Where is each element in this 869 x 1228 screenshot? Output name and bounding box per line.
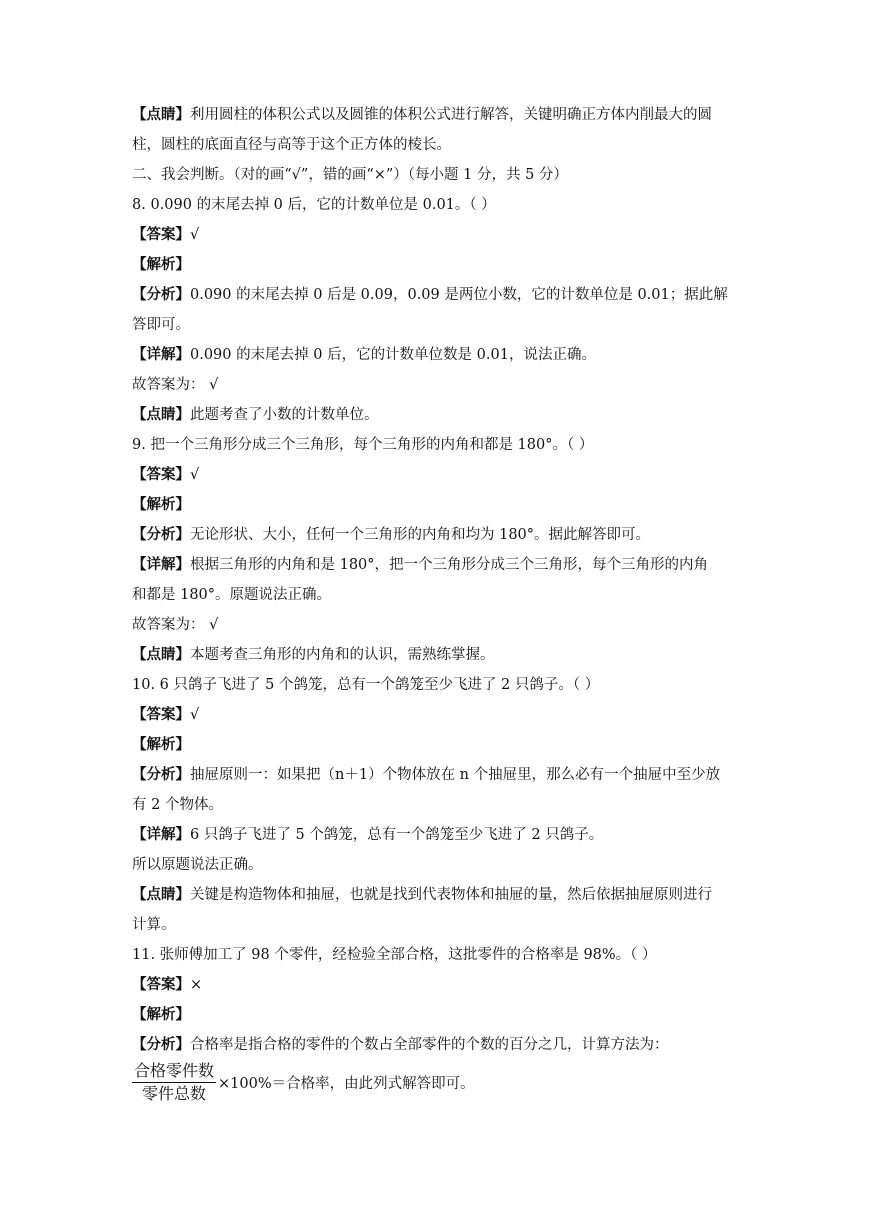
- line-q10f: [132, 760, 742, 790]
- line-q11j: [132, 1000, 742, 1030]
- line-text: 二、我会判断。（对的画“√”，错的画“×”）（每小题 1 分，共 5 分）: [132, 167, 568, 183]
- section-tag: 【分析】: [132, 286, 190, 303]
- line-text: 0.090 的末尾去掉 0 后是 0.09，0.09 是两位小数，它的计数单位是 0.01；据此解: [190, 287, 728, 303]
- line-q8g: [132, 370, 742, 400]
- line-continuation: 有 2 个物体。: [132, 797, 223, 813]
- section-tag: 【解析】: [132, 1006, 190, 1023]
- line-text: 利用圆柱的体积公式以及圆锥的体积公式进行解答，关键明确正方体内削最大的圆: [190, 107, 712, 123]
- line-text: 抽屉原则一：如果把（n＋1）个物体放在 n 个抽屉里，那么必有一个抽屉中至少放: [190, 767, 721, 783]
- line-text: 关键是构造物体和抽屉，也就是找到代表物体和抽屉的量，然后依据抽屉原则进行: [190, 887, 712, 903]
- line-q9: [132, 430, 742, 460]
- line-q10: [132, 670, 742, 700]
- line-p0: [132, 100, 742, 130]
- section-tag: 【分析】: [132, 1036, 190, 1053]
- line-q8j: [132, 250, 742, 280]
- line-q10j: [132, 730, 742, 760]
- fraction: [132, 1060, 216, 1105]
- section-tag: 【答案】: [132, 706, 190, 723]
- section-tag: 【分析】: [132, 766, 190, 783]
- line-continuation: 答即可。: [132, 317, 190, 333]
- line-continuation: 柱，圆柱的底面直径与高等于这个正方体的棱长。: [132, 137, 451, 153]
- section-tag: 【解析】: [132, 496, 190, 513]
- line-q8: [132, 190, 742, 220]
- formula: [132, 1054, 742, 1110]
- line-q8d: [132, 400, 742, 430]
- section-tag: 【答案】: [132, 976, 190, 993]
- line-text: ×: [190, 977, 203, 993]
- formula-rest: ×100%＝合格率，由此列式解答即可。: [218, 1075, 475, 1092]
- line-q8x: [132, 340, 742, 370]
- line-text: 本题考查三角形的内角和的认识，需熟练掌握。: [190, 647, 495, 663]
- line-continuation: 计算。: [132, 917, 176, 933]
- line-h2: [132, 160, 742, 190]
- line-q11: [132, 940, 742, 970]
- line-text: 故答案为： √: [132, 617, 219, 633]
- section-tag: 【点睛】: [132, 406, 190, 423]
- formula-line: [132, 1054, 742, 1110]
- document-page: [132, 100, 742, 1060]
- section-tag: 【点睛】: [132, 646, 190, 663]
- line-q10g: [132, 850, 742, 880]
- line-q8a: [132, 220, 742, 250]
- line-q9x: [132, 550, 742, 580]
- section-tag: 【点睛】: [132, 886, 190, 903]
- line-text: 所以原题说法正确。: [132, 857, 263, 873]
- line-q9f: [132, 520, 742, 550]
- section-tag: 【详解】: [132, 346, 190, 363]
- line-text: √: [190, 227, 200, 243]
- line-text: 无论形状、大小，任何一个三角形的内角和均为 180°。据此解答即可。: [190, 527, 651, 543]
- line-q10d: [132, 880, 742, 910]
- line-text: 故答案为： √: [132, 377, 219, 393]
- section-tag: 【详解】: [132, 556, 190, 573]
- line-text: 9. 把一个三角形分成三个三角形，每个三角形的内角和都是 180°。（ ）: [132, 437, 594, 453]
- section-tag: 【答案】: [132, 466, 190, 483]
- line-q8f: [132, 280, 742, 310]
- line-text: 根据三角形的内角和是 180°，把一个三角形分成三个三角形，每个三角形的内角: [190, 557, 709, 573]
- section-tag: 【详解】: [132, 826, 190, 843]
- line-q9d: [132, 640, 742, 670]
- line-text: 11. 张师傅加工了 98 个零件，经检验全部合格，这批零件的合格率是 98%。（ ）: [132, 947, 657, 963]
- line-q9a: [132, 460, 742, 490]
- line-q11a: [132, 970, 742, 1000]
- section-tag: 【解析】: [132, 736, 190, 753]
- section-tag: 【解析】: [132, 256, 190, 273]
- section-tag: 【点睛】: [132, 106, 190, 123]
- line-text: √: [190, 467, 200, 483]
- line-text: 0.090 的末尾去掉 0 后，它的计数单位数是 0.01，说法正确。: [190, 347, 596, 363]
- line-text: 此题考查了小数的计数单位。: [190, 407, 379, 423]
- line-q9g: [132, 610, 742, 640]
- line-text: 合格率是指合格的零件的个数占全部零件的个数的百分之几，计算方法为：: [190, 1037, 669, 1053]
- line-text: 10. 6 只鸽子飞进了 5 个鸽笼，总有一个鸽笼至少飞进了 2 只鸽子。（ ）: [132, 677, 600, 693]
- section-tag: 【答案】: [132, 226, 190, 243]
- line-q10a: [132, 700, 742, 730]
- line-text: 8. 0.090 的末尾去掉 0 后，它的计数单位是 0.01。（ ）: [132, 197, 496, 213]
- line-text: √: [190, 707, 200, 723]
- section-tag: 【分析】: [132, 526, 190, 543]
- line-q9j: [132, 490, 742, 520]
- line-q10x: [132, 820, 742, 850]
- line-continuation: 和都是 180°。原题说法正确。: [132, 587, 332, 603]
- line-text: 6 只鸽子飞进了 5 个鸽笼，总有一个鸽笼至少飞进了 2 只鸽子。: [190, 827, 604, 843]
- fraction-numerator: 合格零件数: [134, 1060, 215, 1080]
- fraction-denominator: 零件总数: [142, 1083, 207, 1103]
